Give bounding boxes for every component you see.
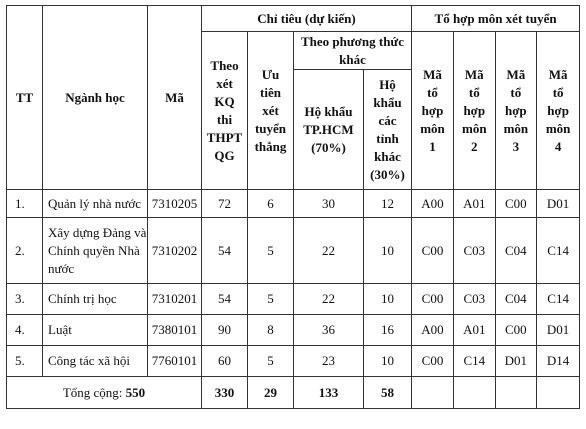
- cell-to-hop-4: C14: [537, 218, 580, 284]
- cell-to-hop-3: D01: [495, 346, 537, 377]
- cell-ho-khau-hcm: 36: [294, 315, 364, 346]
- header-ma-to-hop-1: Mã tổ hợp môn 1: [412, 32, 454, 190]
- cell-ma: 7760101: [148, 346, 202, 377]
- cell-nganh-hoc: Luật: [43, 315, 148, 346]
- header-ma-to-hop-2: Mã tổ hợp môn 2: [454, 32, 496, 190]
- cell-ho-khau-khac: 10: [364, 218, 412, 284]
- cell-nganh-hoc: Chính trị học: [43, 284, 148, 315]
- admission-quota-table: [6, 5, 580, 409]
- cell-ho-khau-khac: 12: [364, 190, 412, 218]
- header-ma: Mã: [148, 6, 202, 190]
- table-row: [7, 346, 580, 377]
- cell-to-hop-1: A00: [412, 190, 454, 218]
- table-row: [7, 218, 580, 284]
- total-empty-4: [537, 377, 580, 409]
- cell-to-hop-3: C04: [495, 218, 537, 284]
- cell-tt: 3.: [7, 284, 43, 315]
- header-to-hop: Tổ hợp môn xét tuyển: [412, 6, 580, 32]
- cell-thpt: 54: [202, 284, 248, 315]
- cell-nganh-hoc: Công tác xã hội: [43, 346, 148, 377]
- header-ho-khau-khac: Hộ khẩu các tỉnh khác (30%): [364, 70, 412, 190]
- total-count: 550: [125, 384, 146, 400]
- cell-ma: 7380101: [148, 315, 202, 346]
- cell-to-hop-2: A01: [454, 315, 496, 346]
- cell-to-hop-4: D01: [537, 190, 580, 218]
- table-row: [7, 190, 580, 218]
- cell-ho-khau-hcm: 23: [294, 346, 364, 377]
- cell-ho-khau-khac: 10: [364, 284, 412, 315]
- cell-ho-khau-hcm: 30: [294, 190, 364, 218]
- cell-to-hop-4: D14: [537, 346, 580, 377]
- header-tt: TT: [7, 6, 43, 190]
- cell-ma: 7310202: [148, 218, 202, 284]
- cell-nganh-hoc: Xây dựng Đảng và Chính quyền Nhà nước: [43, 218, 148, 284]
- cell-nganh-hoc: Quản lý nhà nước: [43, 190, 148, 218]
- total-row: [7, 377, 580, 409]
- cell-to-hop-1: A00: [412, 315, 454, 346]
- cell-to-hop-4: C14: [537, 284, 580, 315]
- header-uu-tien: Ưu tiên xét tuyển thẳng: [248, 32, 294, 190]
- cell-to-hop-2: C14: [454, 346, 496, 377]
- cell-ho-khau-khac: 10: [364, 346, 412, 377]
- cell-ho-khau-hcm: 22: [294, 218, 364, 284]
- cell-to-hop-2: A01: [454, 190, 496, 218]
- cell-thpt: 90: [202, 315, 248, 346]
- cell-thpt: 54: [202, 218, 248, 284]
- cell-uutien: 5: [248, 218, 294, 284]
- cell-ma: 7310201: [148, 284, 202, 315]
- cell-to-hop-3: C00: [495, 190, 537, 218]
- header-theo-phuong-thuc-khac: Theo phương thức khác: [294, 32, 412, 70]
- total-hcm: 133: [294, 377, 364, 409]
- total-empty-2: [454, 377, 496, 409]
- header-ho-khau-hcm: Hộ khẩu TP.HCM (70%): [294, 70, 364, 190]
- total-uutien: 29: [248, 377, 294, 409]
- admission-quota-table-wrapper: [6, 5, 580, 409]
- cell-to-hop-1: C00: [412, 218, 454, 284]
- cell-thpt: 72: [202, 190, 248, 218]
- table-row: [7, 284, 580, 315]
- cell-tt: 1.: [7, 190, 43, 218]
- cell-ho-khau-hcm: 22: [294, 284, 364, 315]
- cell-uutien: 6: [248, 190, 294, 218]
- cell-uutien: 8: [248, 315, 294, 346]
- cell-tt: 2.: [7, 218, 43, 284]
- cell-ho-khau-khac: 16: [364, 315, 412, 346]
- table-body: [7, 190, 580, 377]
- header-nganh-hoc: Ngành học: [43, 6, 148, 190]
- cell-thpt: 60: [202, 346, 248, 377]
- cell-to-hop-3: C04: [495, 284, 537, 315]
- total-empty-1: [412, 377, 454, 409]
- total-khac: 58: [364, 377, 412, 409]
- cell-to-hop-1: C00: [412, 284, 454, 315]
- total-empty-3: [495, 377, 537, 409]
- cell-to-hop-1: C00: [412, 346, 454, 377]
- cell-tt: 4.: [7, 315, 43, 346]
- cell-to-hop-2: C03: [454, 218, 496, 284]
- total-label: Tổng cộng:: [62, 384, 126, 400]
- cell-uutien: 5: [248, 284, 294, 315]
- header-chi-tieu: Chỉ tiêu (dự kiến): [202, 6, 412, 32]
- cell-ma: 7310205: [148, 190, 202, 218]
- table-row: [7, 315, 580, 346]
- cell-to-hop-4: D01: [537, 315, 580, 346]
- cell-uutien: 5: [248, 346, 294, 377]
- cell-to-hop-2: C03: [454, 284, 496, 315]
- header-ma-to-hop-4: Mã tổ hợp môn 4: [537, 32, 580, 190]
- cell-to-hop-3: C00: [495, 315, 537, 346]
- total-thpt: 330: [202, 377, 248, 409]
- header-ma-to-hop-3: Mã tổ hợp môn 3: [495, 32, 537, 190]
- total-label-cell: [7, 377, 202, 409]
- header-theo-xet-thpt: Theo xét KQ thi THPT QG: [202, 32, 248, 190]
- cell-tt: 5.: [7, 346, 43, 377]
